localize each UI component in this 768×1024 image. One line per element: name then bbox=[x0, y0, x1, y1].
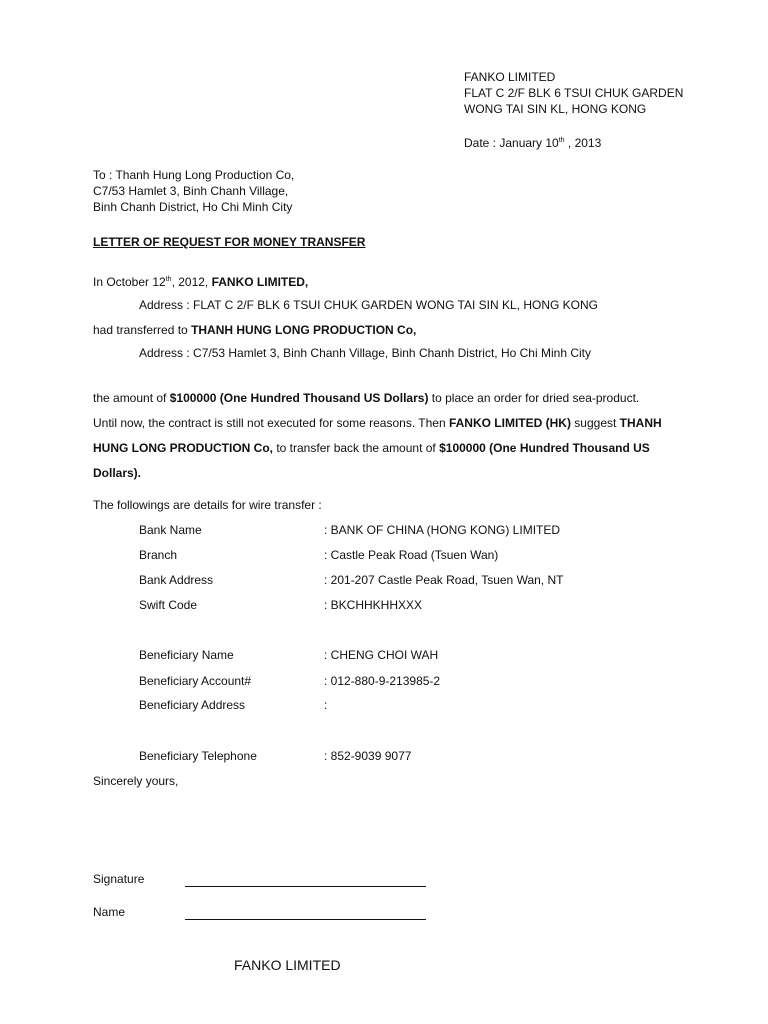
detail-label: Beneficiary Telephone bbox=[139, 749, 257, 763]
detail-value: : 852-9039 9077 bbox=[324, 749, 412, 763]
detail-label: Swift Code bbox=[139, 598, 198, 612]
body-paragraph-3: the amount of $100000 (One Hundred Thousand US Dollars) to place an order for dried sea-product. bbox=[93, 391, 640, 405]
detail-value: : bbox=[324, 698, 328, 712]
detail-label: Beneficiary Name bbox=[139, 648, 234, 662]
recipient-line3: Binh Chanh District, Ho Chi Minh City bbox=[93, 200, 293, 214]
body-paragraph-4-line1: Until now, the contract is still not executed for some reasons. Then FANKO LIMITED (HK) suggest THANH bbox=[93, 416, 662, 430]
body-paragraph-4-line2: HUNG LONG PRODUCTION Co, to transfer back the amount of $100000 (One Hundred Thousand US bbox=[93, 441, 650, 455]
name-line bbox=[185, 903, 426, 920]
signature-label: Signature bbox=[93, 872, 145, 886]
details-intro: The followings are details for wire transfer : bbox=[93, 498, 322, 512]
signature-line bbox=[185, 870, 426, 887]
recipient-line2: C7/53 Hamlet 3, Binh Chanh Village, bbox=[93, 184, 289, 198]
detail-value: : CHENG CHOI WAH bbox=[324, 648, 439, 662]
letter-subject: LETTER OF REQUEST FOR MONEY TRANSFER bbox=[93, 235, 366, 249]
detail-label: Bank Name bbox=[139, 523, 202, 537]
detail-value: : 012-880-9-213985-2 bbox=[324, 674, 441, 688]
sender-name: FANKO LIMITED bbox=[464, 70, 556, 84]
body-paragraph-4-line3: Dollars). bbox=[93, 466, 142, 480]
letter-date: Date : January 10th , 2013 bbox=[464, 136, 602, 150]
body-paragraph-1: In October 12th, 2012, FANKO LIMITED, bbox=[93, 275, 309, 289]
detail-value: : BANK OF CHINA (HONG KONG) LIMITED bbox=[324, 523, 561, 537]
footer-company-name: FANKO LIMITED bbox=[234, 957, 341, 973]
recipient-line1: To : Thanh Hung Long Production Co, bbox=[93, 168, 295, 182]
detail-label: Branch bbox=[139, 548, 178, 562]
detail-label: Bank Address bbox=[139, 573, 214, 587]
detail-value: : BKCHHKHHXXX bbox=[324, 598, 423, 612]
sender-address-line1: FLAT C 2/F BLK 6 TSUI CHUK GARDEN bbox=[464, 86, 684, 100]
detail-value: : 201-207 Castle Peak Road, Tsuen Wan, NT bbox=[324, 573, 564, 587]
recipient-address-body: Address : C7/53 Hamlet 3, Binh Chanh Village, Binh Chanh District, Ho Chi Minh City bbox=[139, 346, 591, 360]
detail-label: Beneficiary Account# bbox=[139, 674, 252, 688]
body-paragraph-2: had transferred to THANH HUNG LONG PRODUCTION Co, bbox=[93, 323, 417, 337]
detail-value: : Castle Peak Road (Tsuen Wan) bbox=[324, 548, 499, 562]
name-label: Name bbox=[93, 905, 126, 919]
closing: Sincerely yours, bbox=[93, 774, 179, 788]
sender-address-line2: WONG TAI SIN KL, HONG KONG bbox=[464, 102, 647, 116]
sender-address-body: Address : FLAT C 2/F BLK 6 TSUI CHUK GARDEN WONG TAI SIN KL, HONG KONG bbox=[139, 298, 598, 312]
detail-label: Beneficiary Address bbox=[139, 698, 246, 712]
